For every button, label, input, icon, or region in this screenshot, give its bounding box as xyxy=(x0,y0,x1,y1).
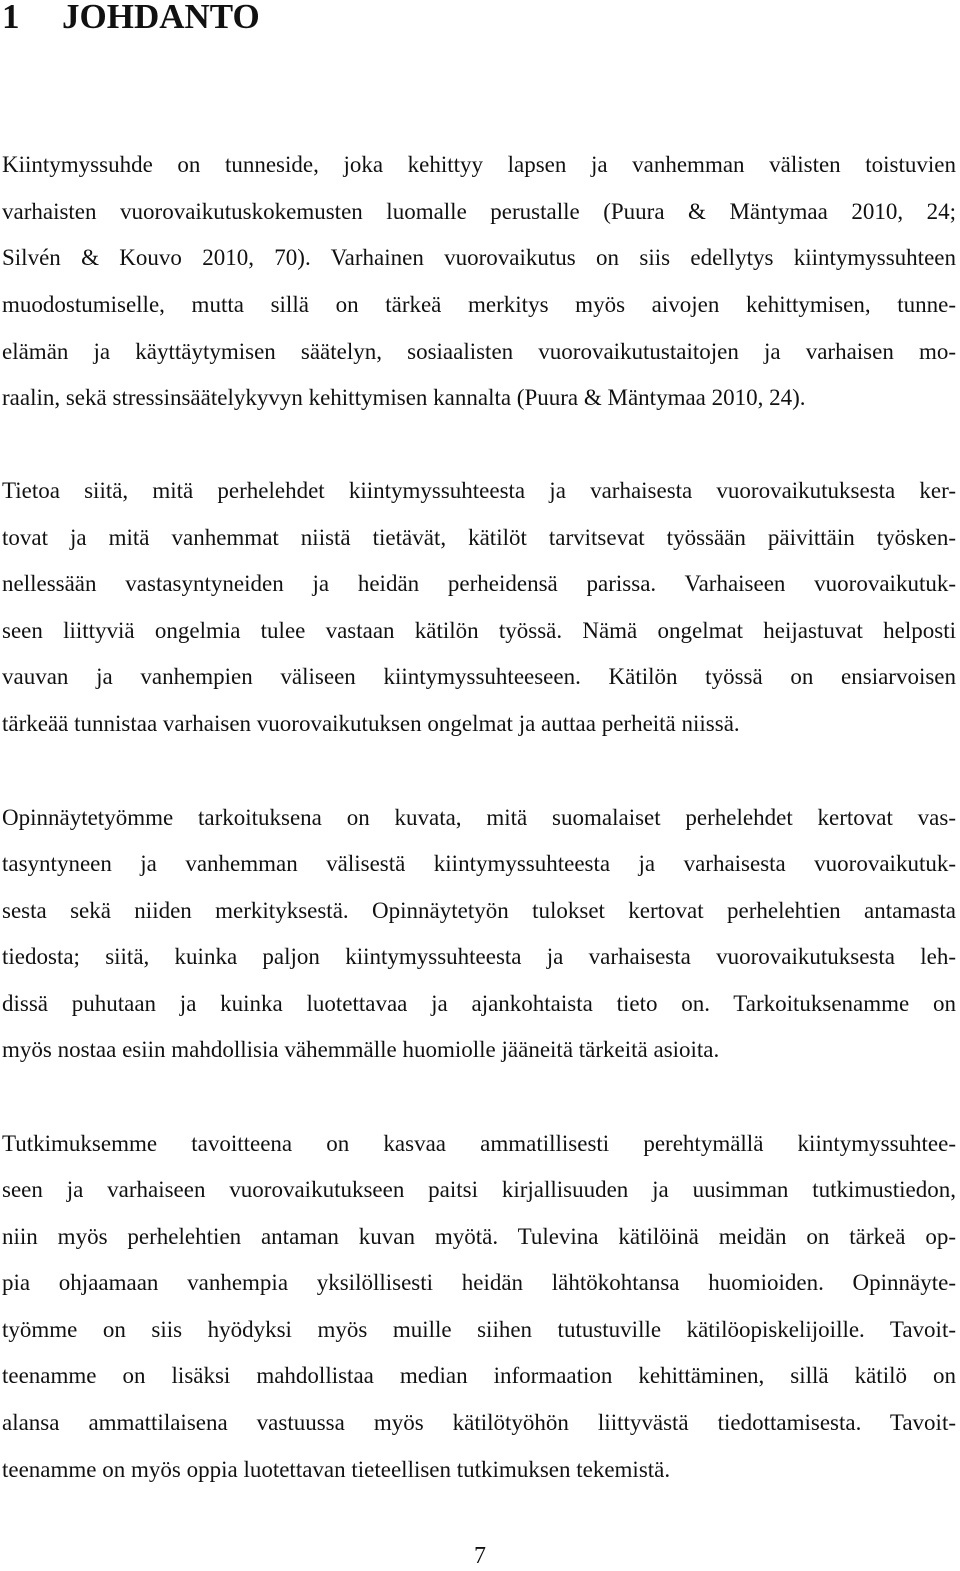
text-line: myös nostaa esiin mahdollisia vähemmälle huomiolle jääneitä tärkeitä asioita. xyxy=(2,1037,720,1062)
text-line: raalin, sekä stressinsäätelykyvyn kehittymisen kannalta (Puura & Mäntymaa 2010, 24). xyxy=(2,385,806,410)
text-line: seen liittyviä ongelmia tulee vastaan kätilön työssä. Nämä ongelmat heijastuvat helposti xyxy=(2,618,956,643)
text-line: alansa ammattilaisena vastuussa myös kätilötyöhön liittyvästä tiedottamisesta. Tavoit- xyxy=(2,1410,956,1435)
text-line: elämän ja käyttäytymisen säätelyn, sosiaalisten vuorovaikutustaitojen ja varhaisen mo- xyxy=(2,339,956,364)
text-line: teenamme on myös oppia luotettavan tieteellisen tutkimuksen tekemistä. xyxy=(2,1457,671,1482)
text-line: vauvan ja vanhempien väliseen kiintymyssuhteeseen. Kätilön työssä on ensiarvoisen xyxy=(2,664,956,689)
text-line: teenamme on lisäksi mahdollistaa median informaation kehittäminen, sillä kätilö on xyxy=(2,1363,956,1388)
text-line: seen ja varhaiseen vuorovaikutukseen paitsi kirjallisuuden ja uusimman tutkimustiedon, xyxy=(2,1177,956,1202)
text-line: Opinnäytetyömme tarkoituksena on kuvata, mitä suomalaiset perhelehdet kertovat vas- xyxy=(2,805,956,830)
text-line: tasyntyneen ja vanhemman välisestä kiintymyssuhteesta ja varhaisesta vuorovaikutuk- xyxy=(2,851,956,876)
text-line: tovat ja mitä vanhemmat niistä tietävät, kätilöt tarvitsevat työssään päivittäin työsken- xyxy=(2,525,956,550)
text-line: pia ohjaamaan vanhempia yksilöllisesti heidän lähtökohtansa huomioiden. Opinnäyte- xyxy=(2,1270,956,1295)
text-line: tärkeää tunnistaa varhaisen vuorovaikutuksen ongelmat ja auttaa perheitä niissä. xyxy=(2,711,740,736)
text-line: nellessään vastasyntyneiden ja heidän perheidensä parissa. Varhaiseen vuorovaikutuk- xyxy=(2,571,956,596)
text-line: Tutkimuksemme tavoitteena on kasvaa ammatillisesti perehtymällä kiintymyssuhtee- xyxy=(2,1131,956,1156)
text-line: sesta sekä niiden merkityksestä. Opinnäytetyön tulokset kertovat perhelehtien antamasta xyxy=(2,898,956,923)
text-line: niin myös perhelehtien antaman kuvan myötä. Tulevina kätilöinä meidän on tärkeä op- xyxy=(2,1224,956,1249)
chapter-number: 1 xyxy=(2,0,20,36)
text-line: työmme on siis hyödyksi myös muille siihen tutustuville kätilöopiskelijoille. Tavoit- xyxy=(2,1317,956,1342)
text-line: tiedosta; siitä, kuinka paljon kiintymyssuhteesta ja varhaisesta vuorovaikutuksesta leh- xyxy=(2,944,956,969)
text-line: varhaisten vuorovaikutuskokemusten luomalle perustalle (Puura & Mäntymaa 2010, 24; xyxy=(2,199,956,224)
text-line: Kiintymyssuhde on tunneside, joka kehittyy lapsen ja vanhemman välisten toistuvien xyxy=(2,152,956,177)
text-line: muodostumiselle, mutta sillä on tärkeä merkitys myös aivojen kehittymisen, tunne- xyxy=(2,292,956,317)
chapter-heading xyxy=(2,0,260,40)
page-number: 7 xyxy=(474,1543,486,1569)
text-line: Tietoa siitä, mitä perhelehdet kiintymyssuhteesta ja varhaisesta vuorovaikutuksesta ker- xyxy=(2,478,956,503)
chapter-title: JOHDANTO xyxy=(62,0,260,36)
text-line: dissä puhutaan ja kuinka luotettavaa ja ajankohtaista tieto on. Tarkoituksenamme on xyxy=(2,991,956,1016)
text-line: Silvén & Kouvo 2010, 70). Varhainen vuorovaikutus on siis edellytys kiintymyssuhteen xyxy=(2,245,956,270)
